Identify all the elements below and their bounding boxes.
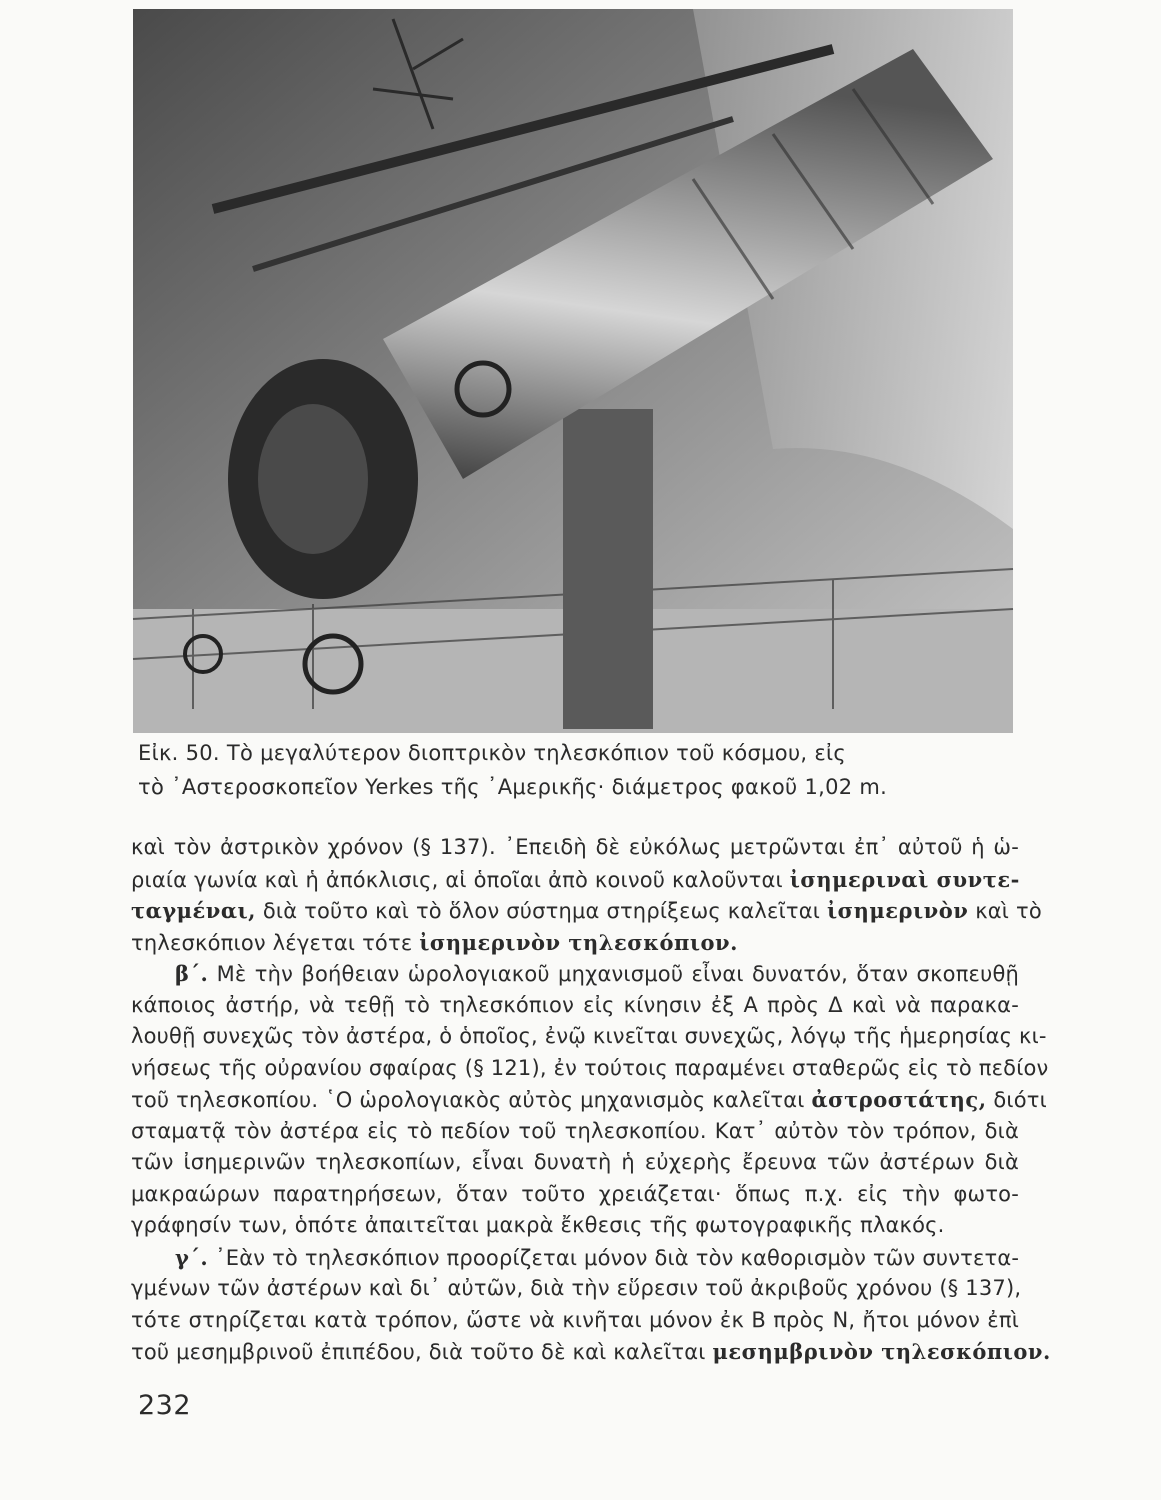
text-run: καὶ τὸ [968, 899, 1042, 923]
paragraph-2-line-7: τῶν ἰσημερινῶν τηλεσκοπίων, εἶναι δυνατὴ ἡ εὐχερὴς ἔρευνα τῶν ἀστέρων διὰ [131, 1150, 1019, 1174]
paragraph-2-line-2: κάποιος ἀστήρ, νὰ τεθῇ τὸ τηλεσκόπιον εἰς κίνησιν ἐξ Α πρὸς Δ καὶ νὰ παρακα- [131, 992, 1019, 1017]
paragraph-3-line-4 [131, 1336, 1051, 1368]
body-text [131, 832, 1051, 1368]
text-run: ᾿Εὰν τὸ τηλεσκόπιον προορίζεται μόνον διὰ τὸν καθορισμὸν τῶν συντετα- [208, 1245, 1020, 1270]
telescope-photo [133, 9, 1013, 733]
paragraph-1-line-4 [131, 927, 1019, 959]
bold-term: μεσημβρινὸν τηλεσκόπιον. [712, 1339, 1051, 1364]
text-run: τοῦ μεσημβρινοῦ ἐπιπέδου, διὰ τοῦτο δὲ καὶ καλεῖται [131, 1340, 713, 1364]
text-run: ριαία γωνία καὶ ἡ ἀπόκλισις, αἱ ὁποῖαι ἀπὸ κοινοῦ καλοῦνται [131, 867, 790, 892]
caption-line-1: Εἰκ. 50. Τὸ μεγαλύτερον διοπτρικὸν τηλεσκόπιον τοῦ κόσμου, εἰς [138, 741, 847, 765]
paragraph-3-line-1 [131, 1242, 1019, 1274]
page-number: 232 [138, 1390, 192, 1421]
bold-term: ἀστροστάτης, [811, 1087, 987, 1112]
bold-term: ἰσημερινὸν τηλεσκόπιον. [419, 929, 738, 955]
text-run: τηλεσκόπιον λέγεται τότε [131, 930, 420, 955]
paragraph-2-line-3: λουθῇ συνεχῶς τὸν ἀστέρα, ὁ ὁποῖος, ἐνῷ κινεῖται συνεχῶς, λόγῳ τῆς ἡμερησίας κι- [131, 1024, 1047, 1048]
paragraph-2-line-1 [131, 958, 1019, 990]
text-run: διότι [986, 1088, 1047, 1112]
figure-caption [138, 736, 988, 804]
paragraph-3-line-3: τότε στηρίζεται κατὰ τρόπον, ὥστε νὰ κινῆται μόνον ἐκ Β πρὸς Ν, ἤτοι μόνον ἐπὶ [131, 1307, 1019, 1332]
text-run: διὰ τοῦτο καὶ τὸ ὅλον σύστημα στηρίξεως καλεῖται [256, 899, 827, 923]
bold-term: ἰσημερινὸν [826, 898, 969, 923]
paragraph-2-line-5 [131, 1084, 1047, 1116]
paragraph-1-line-1: καὶ τὸν ἀστρικὸν χρόνον (§ 137). ᾿Επειδὴ δὲ εὐκόλως μετρῶνται ἐπ᾿ αὐτοῦ ἡ ὡ- [131, 835, 1019, 859]
bold-term: ἰσημεριναὶ συντε- [789, 866, 1020, 892]
section-marker: γ΄. [175, 1244, 209, 1270]
paragraph-2-line-9: γράφησίν των, ὁπότε ἀπαιτεῖται μακρὰ ἔκθεσις τῆς φωτογραφικῆς πλακός. [131, 1213, 945, 1237]
paragraph-1-line-2 [131, 864, 1019, 896]
paragraph-2-line-6: σταματᾷ τὸν ἀστέρα εἰς τὸ πεδίον τοῦ τηλεσκοπίου. Κατ᾿ αὐτὸν τὸν τρόπον, διὰ [131, 1118, 1019, 1143]
section-marker: β΄. [175, 961, 209, 986]
bold-term: ταγμέναι, [131, 898, 256, 923]
caption-line-2: τὸ ᾿Αστεροσκοπεῖον Yerkes τῆς ᾿Αμερικῆς· διάμετρος φακοῦ 1,02 m. [138, 775, 888, 799]
paragraph-2-line-8: μακραώρων παρατηρήσεων, ὅταν τοῦτο χρειάζεται· ὅπως π.χ. εἰς τὴν φωτο- [131, 1181, 1019, 1206]
text-run: τοῦ τηλεσκοπίου. ῾Ο ὡρολογιακὸς αὐτὸς μηχανισμὸς καλεῖται [131, 1088, 812, 1112]
text-run: Μὲ τὴν βοήθειαν ὡρολογιακοῦ μηχανισμοῦ εἶναι δυνατόν, ὅταν σκοπευθῇ [208, 962, 1019, 986]
paragraph-1-line-3 [131, 895, 1042, 927]
paragraph-2-line-4: νήσεως τῆς οὐρανίου σφαίρας (§ 121), ἐν τούτοις παραμένει σταθερῶς εἰς τὸ πεδίον [131, 1055, 1049, 1080]
paragraph-3-line-2: γμένων τῶν ἀστέρων καὶ δι᾿ αὐτῶν, διὰ τὴν εὕρεσιν τοῦ ἀκριβοῦς χρόνου (§ 137), [131, 1276, 1022, 1300]
